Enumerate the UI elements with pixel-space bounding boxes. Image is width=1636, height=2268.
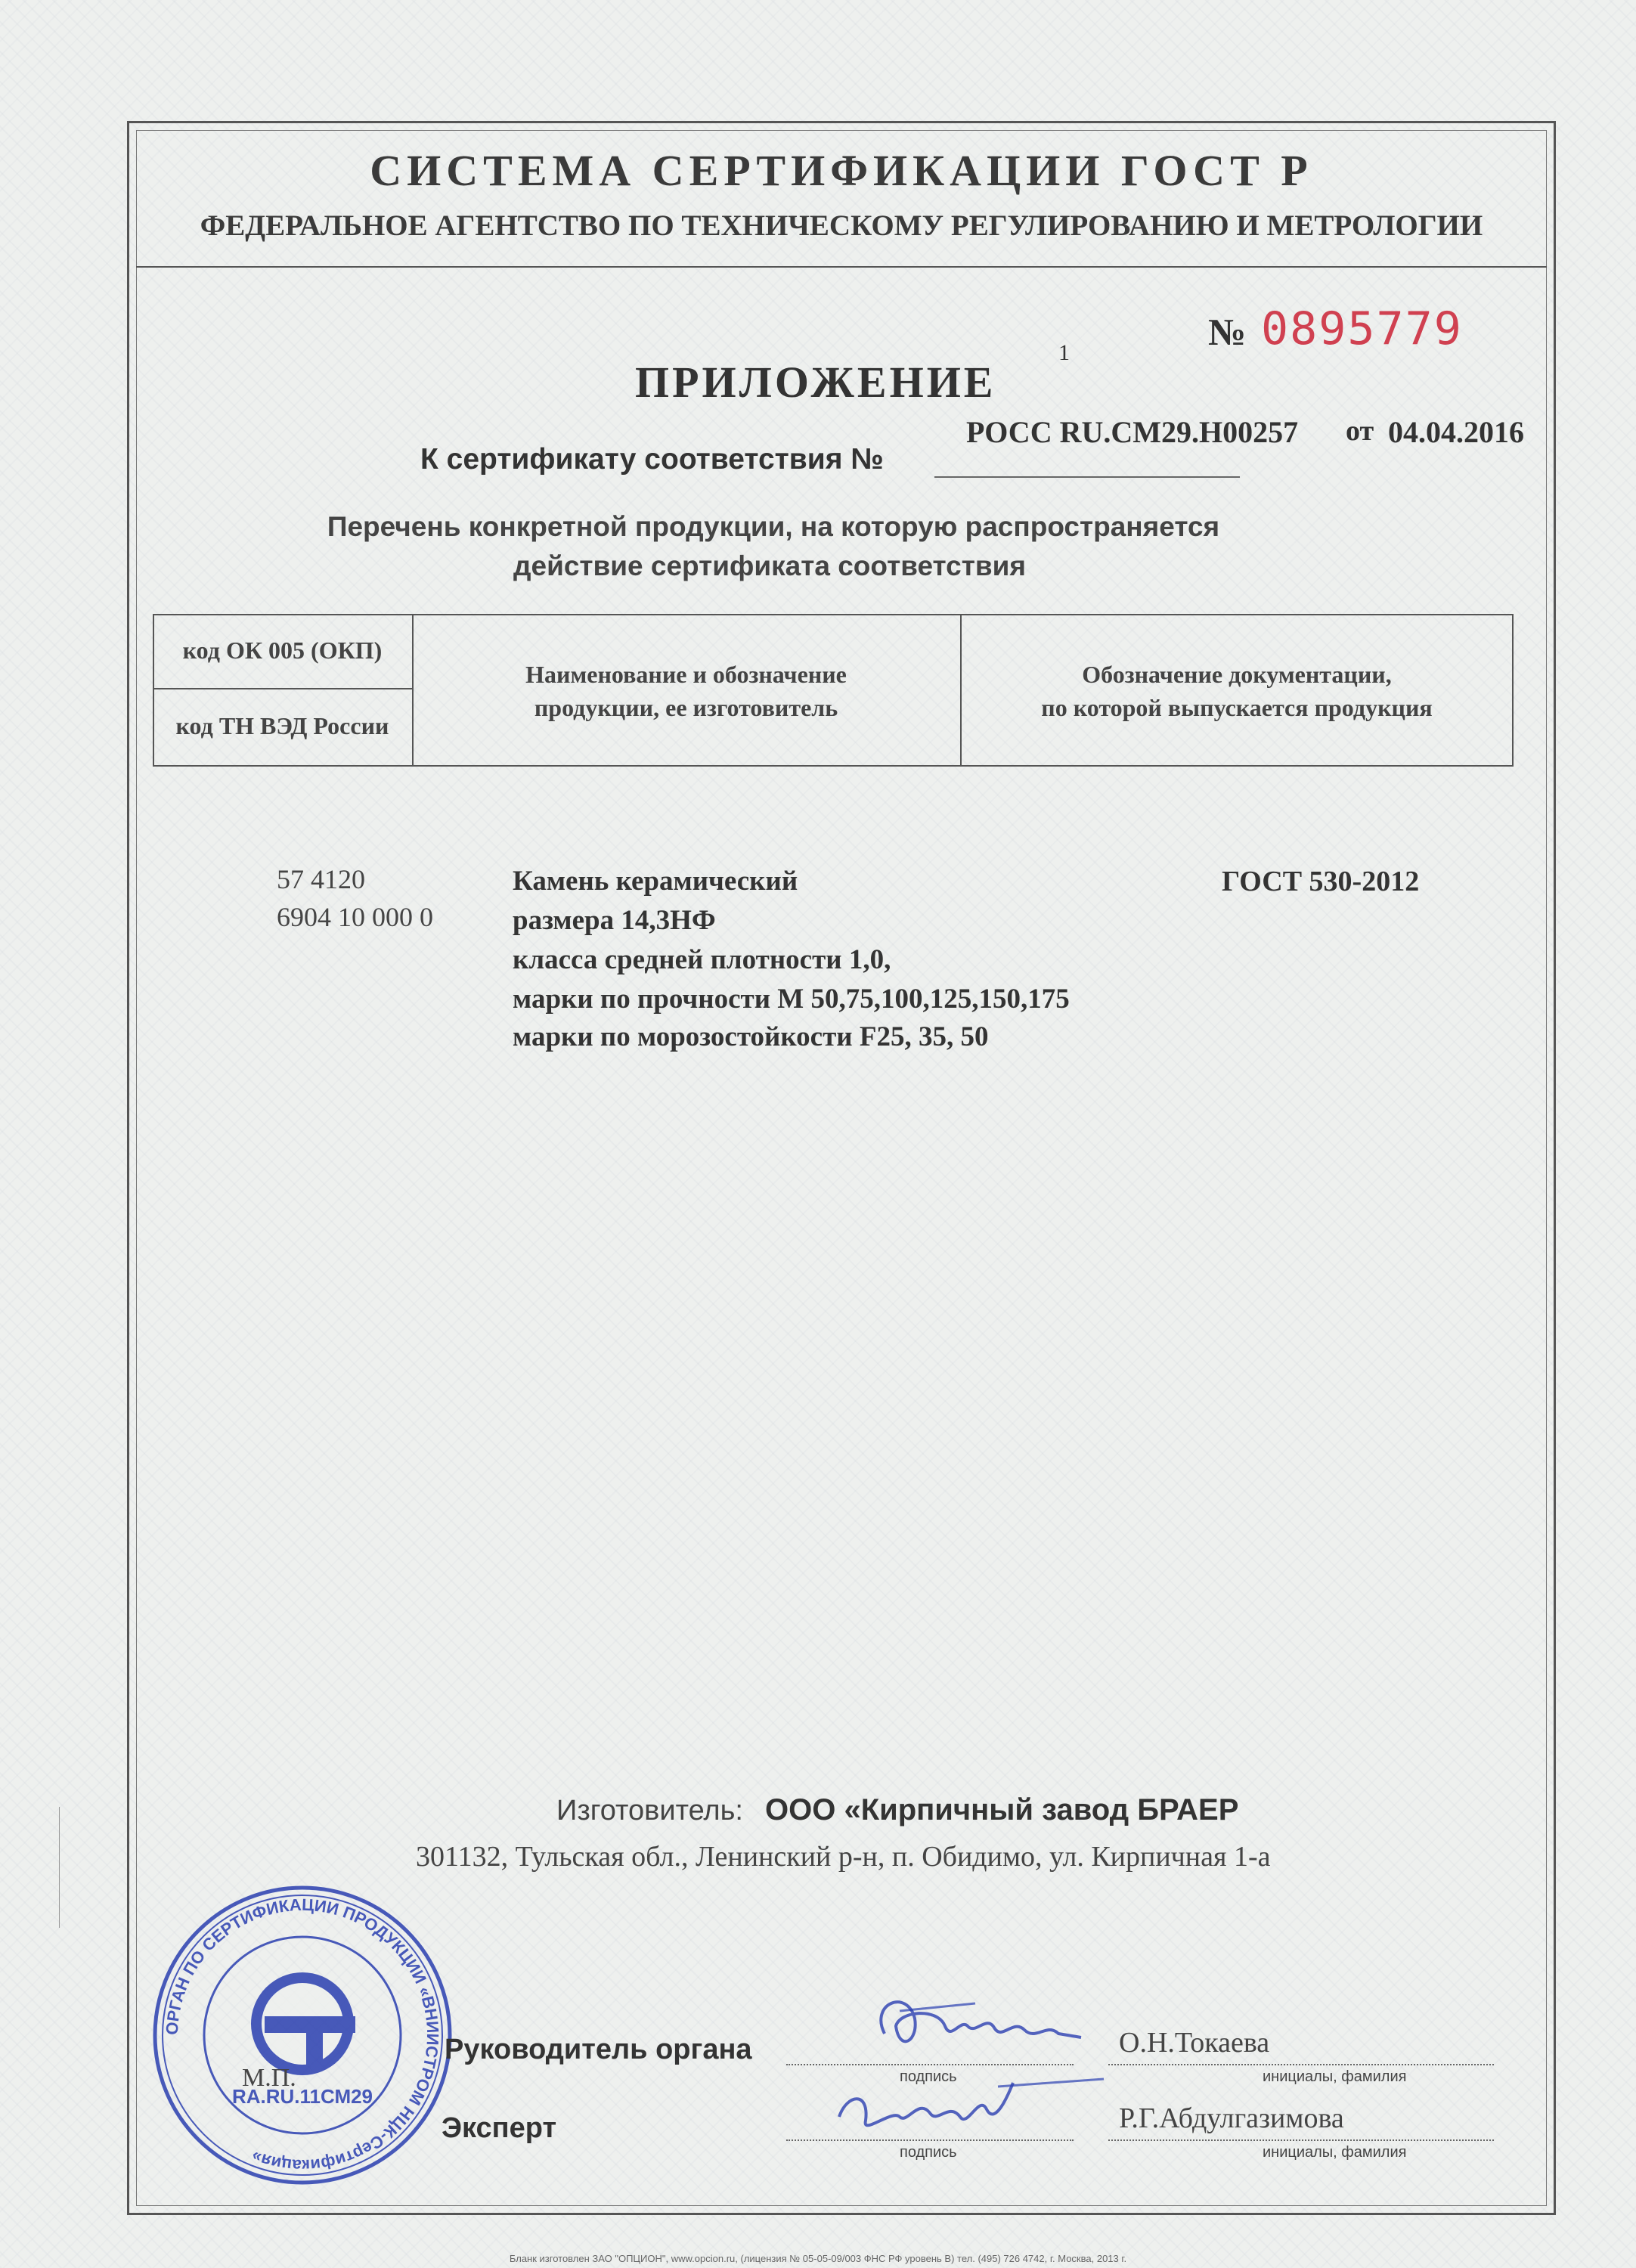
print-footer: Бланк изготовлен ЗАО "ОПЦИОН", www.opcion.ru, (лицензия № 05-05-09/003 ФНС РФ уровень В) тел. (495) 726 4742, г. Москва, 2013 г. — [509, 2253, 1127, 2264]
name-line — [1108, 2064, 1494, 2065]
stamp-inner-text: RA.RU.11СМ29 — [231, 2085, 373, 2108]
head-signature — [854, 1981, 1096, 2071]
expert-signature — [824, 2064, 1111, 2147]
product-line: марки по прочности М 50,75,100,125,150,175 — [513, 984, 1070, 1015]
mp-label: М.П. — [242, 2064, 296, 2092]
manufacturer-name: ООО «Кирпичный завод БРАЕР — [765, 1793, 1239, 1826]
form-number-sign: № — [1208, 311, 1247, 353]
list-heading-line1 — [136, 511, 1547, 543]
system-title: СИСТЕМА СЕРТИФИКАЦИИ ГОСТ Р — [370, 146, 1313, 195]
signature-caption: подпись — [900, 2068, 957, 2085]
appendix-title: ПРИЛОЖЕНИЕ — [635, 358, 996, 407]
table-header-name — [412, 658, 960, 724]
head-label: Руководитель органа — [445, 2034, 752, 2065]
stamp-outer-text: ОРГАН ПО СЕРТИФИКАЦИИ ПРОДУКЦИИ «ВНИИСТРОМ НЦК-Сертификация» — [162, 1895, 443, 2176]
table-header-name-line2: продукции, ее изготовитель — [534, 694, 838, 721]
certificate-date-prefix: от — [1346, 415, 1374, 447]
table-header-doc-line1: Обозначение документации, — [1082, 661, 1392, 688]
margin-mark — [59, 1807, 64, 1928]
manufacturer-address: 301132, Тульская обл., Ленинский р-н, п. Обидимо, ул. Кирпичная 1-а — [416, 1841, 1271, 1873]
manufacturer-label: Изготовитель: — [556, 1795, 743, 1826]
name-caption: инициалы, фамилия — [1263, 2068, 1407, 2085]
signature-caption: подпись — [900, 2144, 957, 2161]
table-header-okp: код ОК 005 (ОКП) — [182, 637, 383, 664]
product-line: класса средней плотности 1,0, — [513, 944, 891, 975]
certification-stamp — [151, 1884, 454, 2186]
header-divider — [136, 266, 1547, 268]
table-header-doc — [960, 658, 1514, 724]
agency-title: ФЕДЕРАЛЬНОЕ АГЕНТСТВО ПО ТЕХНИЧЕСКОМУ РЕГУЛИРОВАНИЮ И МЕТРОЛОГИИ — [200, 209, 1483, 242]
product-code-tnved: 6904 10 000 0 — [277, 902, 433, 932]
product-line: Камень керамический — [513, 866, 798, 897]
expert-name: Р.Г.Абдулгазимова — [1119, 2102, 1344, 2134]
table-header-name-line1: Наименование и обозначение — [525, 661, 847, 688]
certificate-underline — [934, 476, 1240, 478]
list-heading-line2-text: действие сертификата соответствия — [513, 550, 1026, 581]
table-divider — [153, 688, 412, 689]
table-header-doc-line2: по которой выпускается продукция — [1041, 694, 1433, 721]
list-heading-line1-text: Перечень конкретной продукции, на которую распространяется — [327, 511, 1220, 542]
expert-label: Эксперт — [442, 2112, 557, 2144]
product-line: марки по морозостойкости F25, 35, 50 — [513, 1021, 989, 1052]
appendix-superscript: 1 — [1058, 340, 1070, 365]
table-header-tnved: код ТН ВЭД России — [175, 712, 389, 739]
certificate-label: К сертификату соответствия № — [420, 443, 884, 476]
name-caption: инициалы, фамилия — [1263, 2144, 1407, 2161]
form-number: 0895779 — [1261, 302, 1463, 355]
certificate-number: РОСС RU.СМ29.Н00257 — [966, 415, 1299, 449]
product-code-okp: 57 4120 — [277, 864, 365, 894]
product-standard: ГОСТ 530-2012 — [1222, 866, 1420, 897]
name-line — [1108, 2139, 1494, 2141]
certificate-date: 04.04.2016 — [1388, 415, 1524, 449]
head-name: О.Н.Токаева — [1119, 2027, 1270, 2059]
list-heading-line2 — [136, 550, 1547, 582]
product-line: размера 14,3НФ — [513, 905, 716, 936]
